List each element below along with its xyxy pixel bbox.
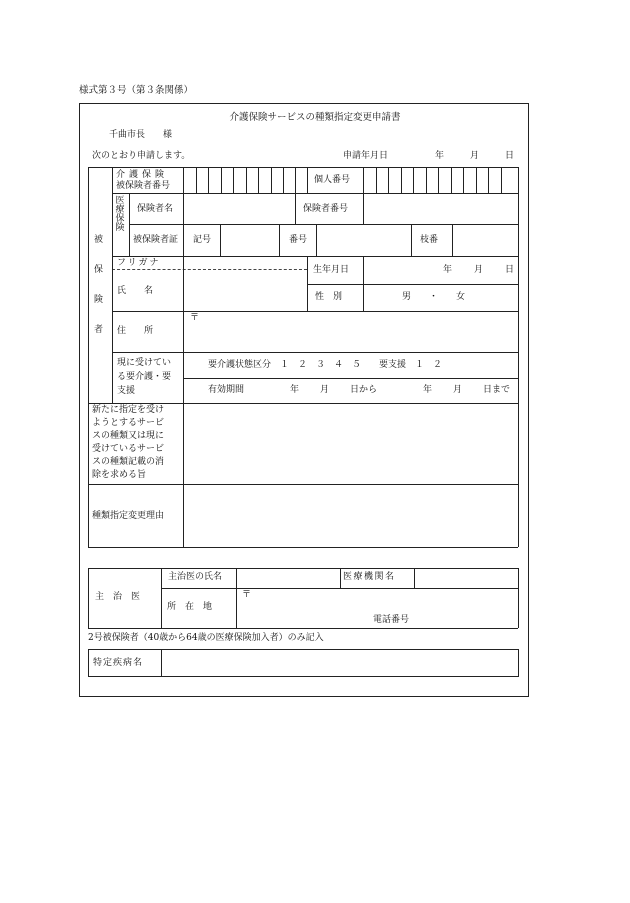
- care-level-line[interactable]: 要介護状態区分 １ ２ ３ ４ ５ 要支援 １ ２: [208, 360, 443, 370]
- addressee: 千曲市長 様: [109, 130, 173, 140]
- symbol-label: 記号: [193, 235, 212, 245]
- number-label: 番号: [289, 235, 308, 245]
- sex-label: 性 別: [315, 292, 343, 302]
- branch-label: 枝番: [420, 235, 439, 245]
- validity-year2: 年: [423, 385, 433, 395]
- doctor-name-label: 主治医の氏名: [168, 572, 223, 582]
- sex-options[interactable]: 男 ・ 女: [402, 292, 466, 302]
- personal-number-label: 個人番号: [314, 175, 351, 185]
- disease-field[interactable]: [163, 651, 516, 675]
- intro-text: 次のとおり申請します。: [92, 151, 191, 161]
- form-title: 介護保険サービスの種類指定変更申請書: [229, 112, 401, 123]
- doctor-address-label: 所 在 地: [167, 602, 213, 612]
- medical-insurance-label: 医 療 保 険: [115, 196, 125, 233]
- validity-until: 日まで: [483, 385, 511, 395]
- new-service-label-2: ようとするサービ: [92, 418, 165, 428]
- current-care-label-1: 現に受けてい: [117, 358, 172, 368]
- form-number: 様式第３号（第３条関係）: [79, 85, 194, 96]
- new-service-label-1: 新たに指定を受け: [92, 405, 165, 415]
- validity-label: 有効期間: [208, 385, 245, 395]
- insurer-number-field[interactable]: [365, 195, 516, 222]
- birthdate-day-unit: 日: [505, 265, 515, 275]
- address-postal-mark: 〒: [190, 313, 200, 323]
- insured-label-1: 被: [94, 235, 104, 245]
- insurer-name-label: 保険者名: [137, 204, 174, 214]
- validity-month1: 月: [320, 385, 330, 395]
- new-service-label-6: 除を求める旨: [92, 470, 147, 480]
- phone-label: 電話番号: [373, 615, 410, 625]
- new-service-field[interactable]: [185, 405, 516, 482]
- care-insurance-label: 介護保険: [116, 170, 169, 180]
- care-insurance-number-label: 被保険者番号: [116, 181, 171, 191]
- insured-card-label: 被保険者証: [133, 235, 179, 245]
- address-field[interactable]: [200, 322, 516, 350]
- new-service-label-3: スの種類又は現に: [92, 431, 165, 441]
- application-date-label: 申請年月日: [343, 151, 389, 161]
- birthdate-label: 生年月日: [313, 265, 350, 275]
- name-field[interactable]: [185, 270, 305, 309]
- furigana-label: フリガナ: [117, 258, 161, 268]
- medical-institution-field[interactable]: [416, 570, 516, 587]
- note-text: 2号被保険者（40歳から64歳の医療保険加入者）のみ記入: [88, 633, 324, 643]
- application-month-unit: 月: [470, 151, 480, 161]
- doctor-postal-mark: 〒: [242, 590, 252, 600]
- application-year-unit: 年: [435, 151, 445, 161]
- reason-field[interactable]: [185, 486, 516, 545]
- current-care-label-2: る要介護・要: [117, 372, 172, 382]
- application-day-unit: 日: [505, 151, 515, 161]
- doctor-label: 主 治 医: [95, 592, 141, 602]
- insurer-name-field[interactable]: [185, 195, 293, 222]
- medical-institution-label: 医療機関名: [343, 572, 396, 582]
- new-service-label-5: スの種類記載の消: [92, 457, 165, 467]
- current-care-label-3: 支援: [117, 386, 136, 396]
- insured-label-4: 者: [94, 325, 104, 335]
- name-label: 氏 名: [117, 286, 154, 296]
- address-label: 住 所: [117, 326, 154, 336]
- validity-month2: 月: [453, 385, 463, 395]
- insured-label-2: 保: [94, 265, 104, 275]
- insurer-number-label: 保険者番号: [303, 204, 349, 214]
- validity-year1: 年: [290, 385, 300, 395]
- reason-label: 種類指定変更理由: [92, 511, 165, 521]
- validity-from: 日から: [350, 385, 378, 395]
- insured-label-3: 険: [94, 295, 104, 305]
- birthdate-year-unit: 年: [443, 265, 453, 275]
- new-service-label-4: 受けているサービ: [92, 444, 165, 454]
- birthdate-month-unit: 月: [474, 265, 484, 275]
- doctor-name-field[interactable]: [238, 570, 338, 587]
- disease-label: 特定疾病名: [93, 658, 144, 668]
